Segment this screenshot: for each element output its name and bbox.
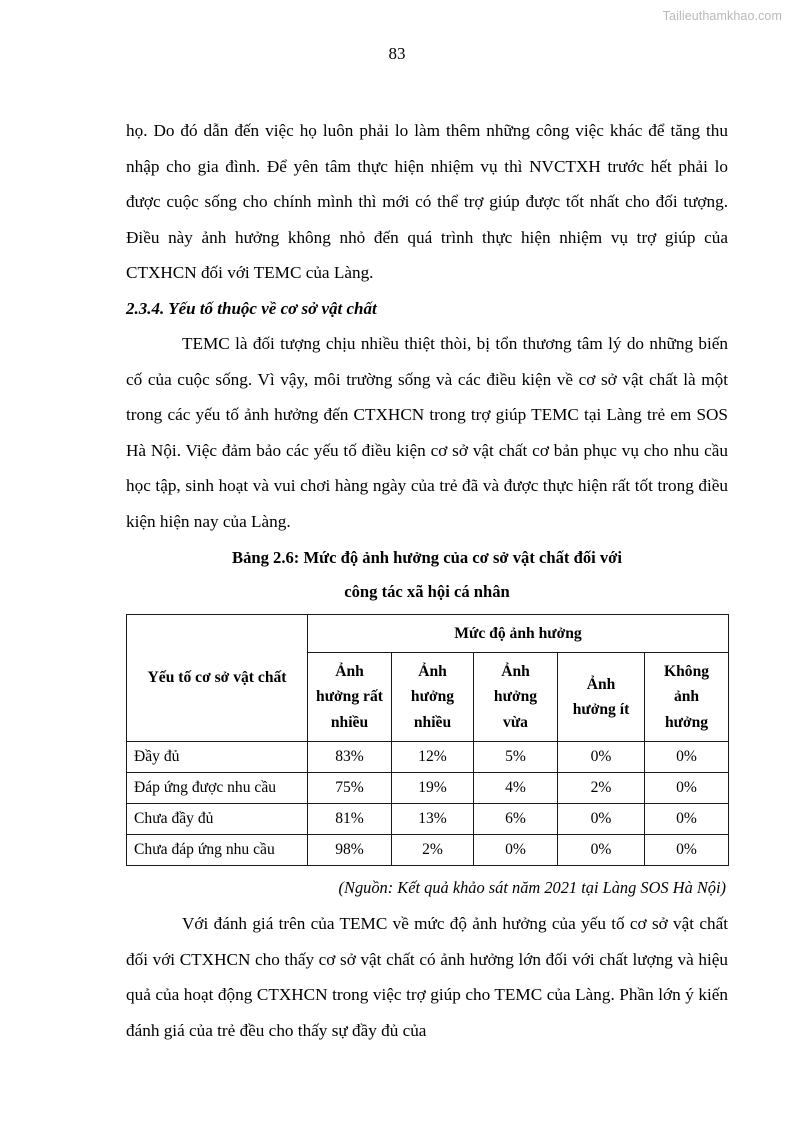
table-header-span-title: Mức độ ảnh hưởng bbox=[308, 615, 729, 653]
table-header-level-1: Ảnh hưởng rất nhiều bbox=[308, 653, 392, 742]
table-row-label: Đầy đủ bbox=[127, 742, 308, 773]
paragraph-conclusion: Với đánh giá trên của TEMC về mức độ ảnh hưởng của yếu tố cơ sở vật chất đối với CTXHCN cho thấy cơ sở vật chất có ảnh hưởng lớn đối với chất lượng và hiệu quả của hoạt động CTXHCN trong việc trợ giúp cho TEMC của Làng. Phần lớn ý kiến đánh giá của trẻ đều cho thấy sự đầy đủ của bbox=[126, 914, 728, 1040]
table-cell-value: 0% bbox=[645, 804, 729, 835]
page-content bbox=[126, 113, 728, 1048]
table-row-label: Đáp ứng được nhu cầu bbox=[127, 773, 308, 804]
table-cell-value: 0% bbox=[474, 835, 558, 866]
influence-level-table bbox=[126, 614, 729, 866]
paragraph-section-body: TEMC là đối tượng chịu nhiều thiệt thòi, bị tổn thương tâm lý do những biến cố của cuộc sống. Vì vậy, môi trường sống và các điều kiện về cơ sở vật chất là một trong các yếu tố ảnh hưởng đến CTXHCN trong trợ giúp TEMC tại Làng trẻ em SOS Hà Nội. Việc đảm bảo các yếu tố điều kiện cơ sở vật chất cơ bản phục vụ cho nhu cầu học tập, sinh hoạt và vui chơi hàng ngày của trẻ đã và được thực hiện rất tốt trong điều kiện hiện nay của Làng. bbox=[126, 334, 728, 531]
table-cell-value: 12% bbox=[392, 742, 474, 773]
table-cell-value: 0% bbox=[645, 835, 729, 866]
table-header-level-5: Không ảnh hưởng bbox=[645, 653, 729, 742]
table-cell-value: 0% bbox=[645, 742, 729, 773]
table-cell-value: 5% bbox=[474, 742, 558, 773]
table-row-label: Chưa đáp ứng nhu cầu bbox=[127, 835, 308, 866]
table-cell-value: 0% bbox=[645, 773, 729, 804]
table-cell-value: 83% bbox=[308, 742, 392, 773]
table-cell-value: 75% bbox=[308, 773, 392, 804]
table-row-label: Chưa đầy đủ bbox=[127, 804, 308, 835]
table-row bbox=[127, 773, 729, 804]
paragraph-intro: họ. Do đó dẫn đến việc họ luôn phải lo làm thêm những công việc khác để tăng thu nhập cho gia đình. Để yên tâm thực hiện nhiệm vụ thì NVCTXH trước hết phải lo được cuộc sống cho chính mình thì mới có thể trợ giúp được tốt nhất cho đối tượng. Điều này ảnh hưởng không nhỏ đến quá trình thực hiện nhiệm vụ trợ giúp của CTXHCN đối với TEMC của Làng. bbox=[126, 121, 728, 282]
table-source-note: (Nguồn: Kết quả khảo sát năm 2021 tại Làng SOS Hà Nội) bbox=[338, 878, 726, 897]
table-header-row-top bbox=[127, 615, 729, 653]
table-cell-value: 0% bbox=[558, 742, 645, 773]
table-header-level-4: Ảnh hưởng ít bbox=[558, 653, 645, 742]
section-heading-2-3-4: 2.3.4. Yếu tố thuộc về cơ sở vật chất bbox=[126, 298, 377, 318]
table-cell-value: 2% bbox=[558, 773, 645, 804]
table-header-factor: Yếu tố cơ sở vật chất bbox=[127, 615, 308, 742]
page-number: 83 bbox=[388, 44, 406, 63]
table-caption-line-2: công tác xã hội cá nhân bbox=[344, 582, 510, 601]
table-cell-value: 81% bbox=[308, 804, 392, 835]
table-cell-value: 4% bbox=[474, 773, 558, 804]
table-cell-value: 98% bbox=[308, 835, 392, 866]
table-caption-line-1: Bảng 2.6: Mức độ ảnh hưởng của cơ sở vật chất đối với bbox=[232, 548, 622, 567]
table-header-level-2: Ảnh hưởng nhiều bbox=[392, 653, 474, 742]
table-cell-value: 13% bbox=[392, 804, 474, 835]
table-cell-value: 2% bbox=[392, 835, 474, 866]
table-cell-value: 6% bbox=[474, 804, 558, 835]
table-cell-value: 0% bbox=[558, 804, 645, 835]
table-header-level-3: Ảnh hưởng vừa bbox=[474, 653, 558, 742]
table-cell-value: 19% bbox=[392, 773, 474, 804]
table-cell-value: 0% bbox=[558, 835, 645, 866]
table-row bbox=[127, 835, 729, 866]
watermark-text: Tailieuthamkhao.com bbox=[662, 9, 782, 23]
table-row bbox=[127, 742, 729, 773]
table-row bbox=[127, 804, 729, 835]
